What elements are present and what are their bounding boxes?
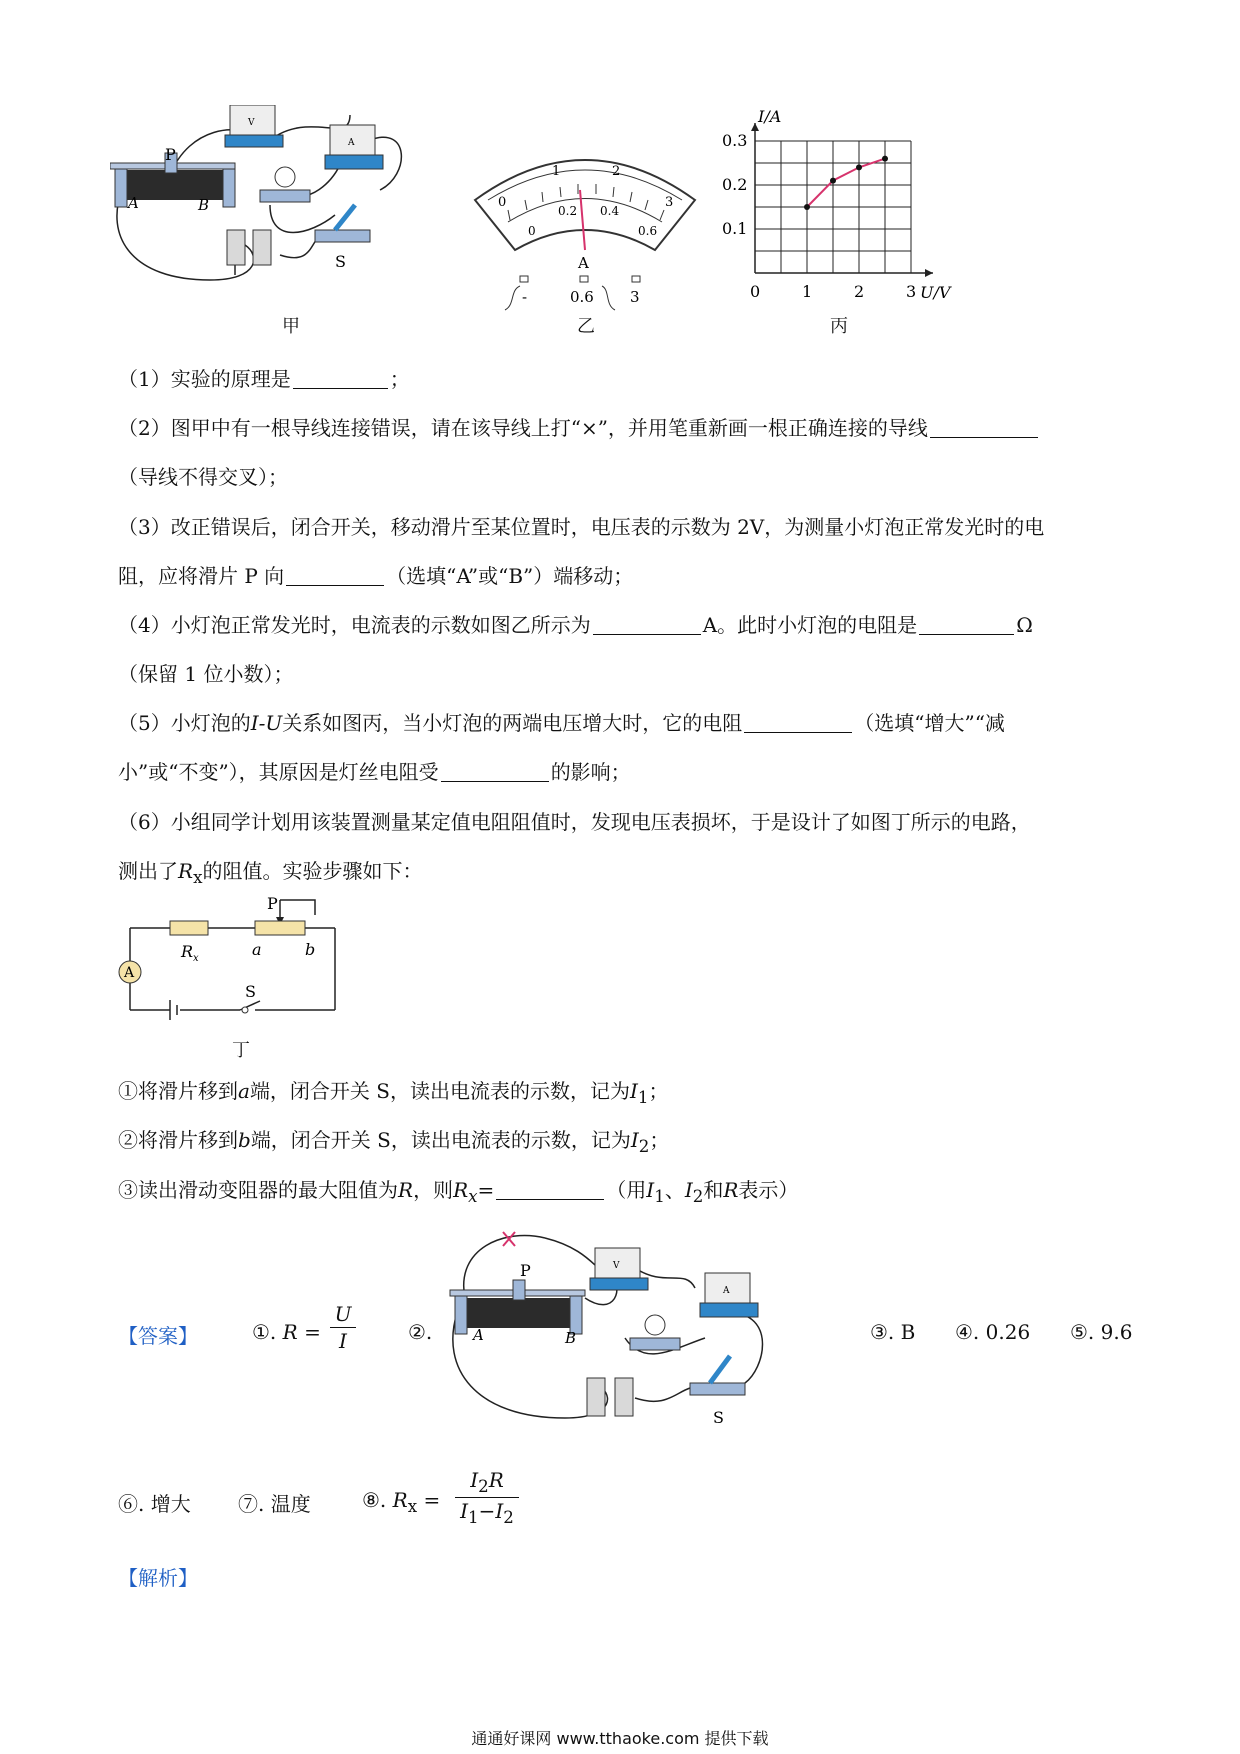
analysis-label: 【解析】 [118, 1566, 198, 1590]
question-5-line-2: 小”或“不变”），其原因是灯丝电阻受 的影响； [118, 760, 631, 784]
answer-blank-4[interactable] [593, 614, 701, 635]
yi-term-06: 0.6 [570, 288, 594, 306]
answer-8-fraction: $I_2R$ $I_1-I_2$ [455, 1468, 519, 1527]
answer-blank-3[interactable] [286, 565, 384, 586]
answer-1: ①. R = [252, 1320, 321, 1344]
question-4-line-1: （4）小灯泡正常发光时，电流表的示数如图乙所示为 A。此时小灯泡的电阻是 Ω [118, 613, 1033, 637]
figure-ding-circuit [115, 895, 350, 1050]
figure-jia-circuit [110, 105, 440, 315]
yi-top-0: 0 [498, 195, 507, 210]
answer-4: ④. 0.26 [955, 1320, 1031, 1344]
chart-point [856, 164, 862, 170]
figure-jia-caption: 甲 [282, 316, 300, 337]
step-2: ②将滑片移到b端，闭合开关 S，读出电流表的示数，记为$I_2$； [118, 1128, 670, 1156]
chart-ytick: 0.1 [722, 219, 748, 238]
question-2-line-1: （2）图甲中有一根导线连接错误，请在该导线上打“×”，并用笔重新画一根正确连接的导线 [118, 412, 1040, 441]
question-6-line-1: （6）小组同学计划用该装置测量某定值电阻阻值时，发现电压表损坏，于是设计了如图丁所示的电路， [118, 810, 1031, 834]
yi-top-2: 2 [612, 164, 621, 179]
ding-label-s: S [245, 982, 256, 1001]
question-6-line-2: 测出了$R_x$的阻值。实验步骤如下： [118, 859, 423, 887]
chart-ytick: 0.3 [722, 131, 748, 150]
jia-label-p: P [165, 145, 176, 164]
figure-yi-meter [470, 140, 700, 315]
question-2-line-2: （导线不得交叉）； [118, 465, 288, 489]
ans-label-p: P [520, 1261, 531, 1280]
answer-8: ⑧. $R_x$ = [362, 1488, 441, 1516]
question-5-line-1: （5）小灯泡的I-U关系如图丙，当小灯泡的两端电压增大时，它的电阻 （选填“增大”“减 [118, 711, 1005, 735]
answer-circuit [445, 1228, 795, 1433]
ding-label-a: a [252, 940, 262, 959]
chart-xlabel: U/V [920, 283, 951, 302]
page-footer: 通通好课网 www.tthaoke.com 提供下载 [471, 1729, 769, 1748]
answer-blank-8[interactable] [496, 1179, 604, 1200]
question-4-line-2: （保留 1 位小数）； [118, 662, 294, 686]
jia-label-s: S [335, 252, 346, 271]
answer-blank-7[interactable] [441, 761, 549, 782]
answer-blank-2[interactable] [930, 417, 1038, 438]
ans-label-ammeter: A [723, 1286, 730, 1296]
yi-bot-0: 0 [528, 224, 536, 238]
chart-axes [751, 123, 933, 277]
yi-bot-04: 0.4 [600, 204, 620, 218]
answer-1-fraction: U I [330, 1302, 356, 1353]
answer-7: ⑦. 温度 [238, 1492, 311, 1516]
chart-xtick: 0 [750, 282, 761, 301]
yi-bot-02: 0.2 [558, 204, 578, 218]
ding-label-rx-sub: x [193, 953, 199, 964]
ding-label-b: b [305, 940, 316, 959]
chart-grid [755, 141, 911, 273]
chart-point [830, 178, 836, 184]
ans-label-b: B [565, 1329, 577, 1347]
yi-term-3: 3 [630, 288, 640, 306]
answer-blank-5[interactable] [919, 614, 1014, 635]
step-3: ③读出滑动变阻器的最大阻值为R，则$R_x=$ （用$I_1$、$I_2$和R表示） [118, 1178, 799, 1206]
chart-point [804, 204, 810, 210]
answer-6: ⑥. 增大 [118, 1492, 191, 1516]
chart-ylabel: I/A [758, 108, 782, 126]
ans-label-s: S [713, 1408, 724, 1427]
figure-yi-caption: 乙 [577, 316, 595, 337]
figure-bing-chart [720, 108, 975, 308]
answer-5: ⑤. 9.6 [1070, 1320, 1133, 1344]
chart-ytick: 0.2 [722, 175, 748, 194]
figure-ding-caption: 丁 [232, 1040, 250, 1061]
figure-bing-caption: 丙 [830, 316, 848, 337]
question-3-line-2: 阻，应将滑片 P 向 （选填“A”或“B”）端移动； [118, 564, 634, 588]
ding-label-rx: R [181, 942, 194, 961]
chart-xtick: 3 [906, 282, 917, 301]
chart-point [882, 156, 888, 162]
answer-blank-1[interactable] [293, 368, 388, 389]
answer-blank-6[interactable] [744, 712, 852, 733]
ding-label-p: P [267, 895, 278, 913]
question-1: （1）实验的原理是 ； [118, 367, 410, 391]
chart-series-line [807, 159, 885, 207]
jia-label-b: B [198, 196, 210, 214]
answer-3: ③. B [870, 1320, 916, 1344]
yi-top-1: 1 [552, 164, 561, 179]
yi-bot-06: 0.6 [638, 224, 658, 238]
answer-2-label: ②. [408, 1320, 433, 1344]
jia-label-voltmeter: V [248, 118, 255, 128]
yi-unit: A [578, 254, 589, 272]
question-3-line-1: （3）改正错误后，闭合开关，移动滑片至某位置时，电压表的示数为 2V，为测量小灯泡正常发光时的电 [118, 515, 1045, 539]
yi-top-3: 3 [665, 195, 674, 210]
ding-label-ammeter: A [124, 965, 135, 981]
jia-label-ammeter: A [348, 138, 355, 148]
ans-label-a: A [473, 1326, 484, 1344]
chart-xtick: 1 [802, 282, 813, 301]
answer-label: 【答案】 [118, 1324, 198, 1348]
yi-term-neg: - [522, 288, 528, 306]
jia-label-a: A [128, 194, 139, 212]
chart-xtick: 2 [854, 282, 865, 301]
ans-label-voltmeter: V [613, 1261, 620, 1271]
step-1: ①将滑片移到a端，闭合开关 S，读出电流表的示数，记为$I_1$； [118, 1079, 669, 1107]
